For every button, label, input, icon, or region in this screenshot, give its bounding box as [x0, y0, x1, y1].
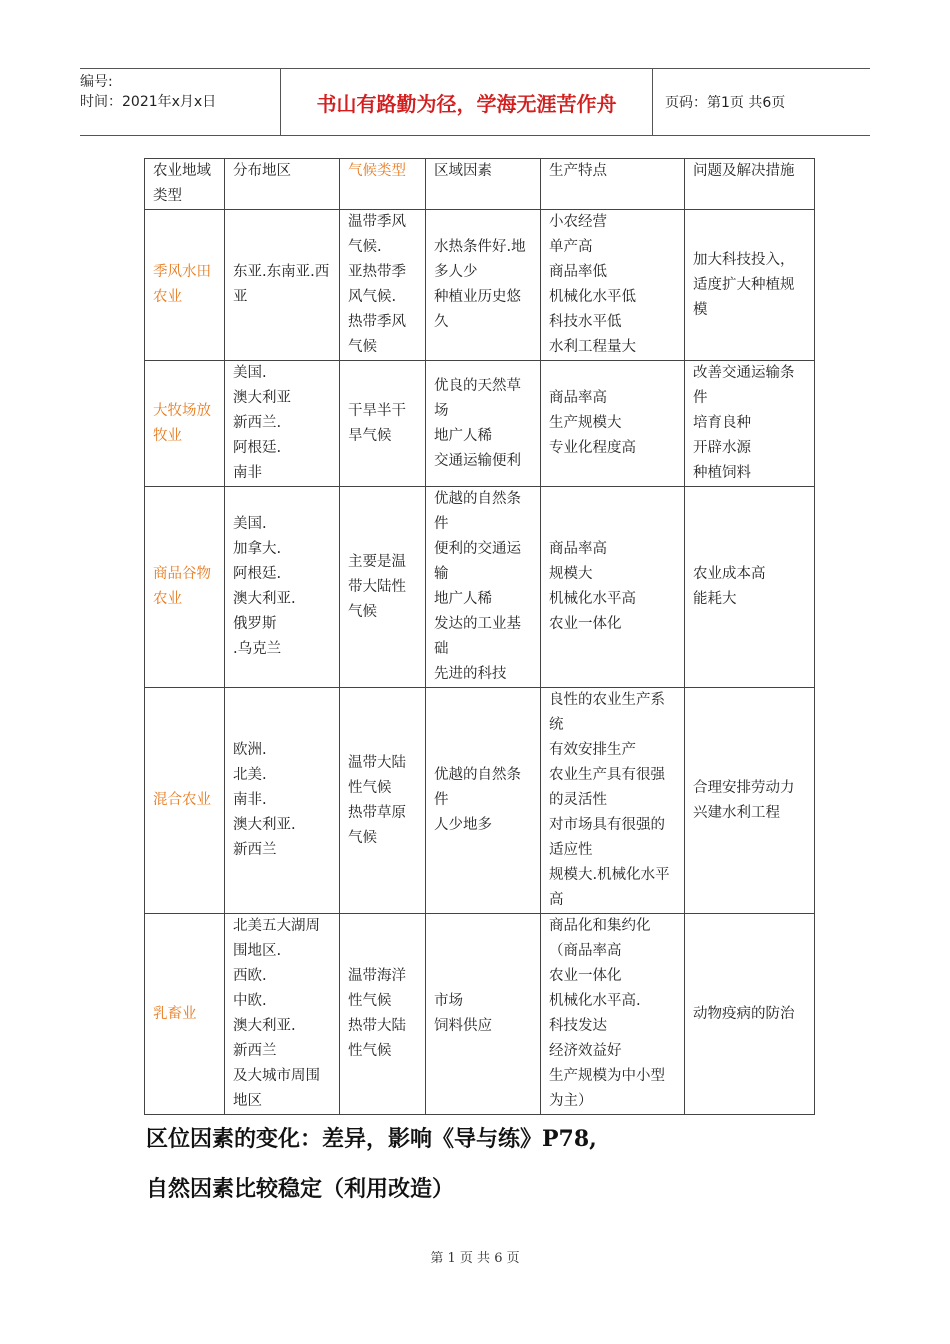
cell-line: 饲料供应 — [434, 1018, 492, 1034]
cell-line: 新西兰 — [233, 842, 277, 858]
cell-line: 农业生产具有很强的灵活性 — [549, 767, 665, 808]
cell-factors — [426, 210, 541, 361]
cell-line: 农业一体化 — [549, 616, 622, 632]
cell-line: 人少地多 — [434, 817, 492, 833]
cell-line: 热带草原气候 — [348, 804, 406, 846]
cell-climate — [340, 210, 426, 361]
cell-features — [541, 914, 685, 1115]
cell-line: 商品化和集约化（商品率高 — [549, 918, 651, 959]
cell-line: 水热条件好.地多人少 — [434, 239, 526, 280]
cell-type: 乳畜业 — [145, 914, 225, 1115]
cell-line: 新西兰. — [233, 415, 282, 431]
cell-line: 便利的交通运输 — [434, 541, 521, 582]
cell-line: 美国. — [233, 365, 267, 381]
cell-line: 动物疫病的防治 — [693, 1005, 795, 1022]
cell-features — [541, 688, 685, 914]
cell-factors — [426, 914, 541, 1115]
column-header-region: 分布地区 — [225, 159, 340, 210]
table-row — [145, 487, 815, 688]
table-row — [145, 914, 815, 1115]
cell-line: 农业成本高 — [693, 566, 766, 582]
cell-line: 农业一体化 — [549, 968, 622, 984]
cell-line: 交通运输便利 — [434, 452, 521, 469]
cell-line: 有效安排生产 — [549, 742, 636, 758]
column-header-issues: 问题及解决措施 — [685, 159, 815, 210]
cell-issues — [685, 487, 815, 688]
page-header — [80, 68, 870, 136]
cell-line: 亚热带季风气候. — [348, 264, 406, 305]
cell-line: 西欧. — [233, 968, 267, 984]
cell-line: 兴建水利工程 — [693, 804, 780, 821]
cell-type: 季风水田农业 — [145, 210, 225, 361]
cell-line: 优越的自然条件 — [434, 767, 521, 808]
cell-line: 澳大利亚. — [233, 817, 296, 833]
page-footer: 第 1 页 共 6 页 — [430, 1251, 520, 1266]
cell-climate — [340, 487, 426, 688]
cell-line: 生产规模大 — [549, 415, 622, 431]
cell-line: 地广人稀 — [434, 427, 492, 444]
cell-line: 阿根廷. — [233, 440, 282, 456]
header-page-info: 页码：第1页 共6页 — [665, 95, 786, 111]
cell-features — [541, 361, 685, 487]
cell-line: 单产高 — [549, 239, 593, 255]
column-header-type: 农业地域类型 — [145, 159, 225, 210]
table-row — [145, 361, 815, 487]
cell-line: 生产规模为中小型为主） — [549, 1068, 665, 1109]
cell-features — [541, 487, 685, 688]
cell-line: 机械化水平高. — [549, 993, 641, 1009]
cell-issues — [685, 688, 815, 914]
cell-line: 南非 — [233, 465, 262, 481]
cell-region — [225, 688, 340, 914]
cell-line: 专业化程度高 — [549, 440, 636, 456]
cell-line: 欧洲. — [233, 742, 267, 758]
cell-line: 优越的自然条件 — [434, 491, 521, 532]
table-header-row — [145, 159, 815, 210]
cell-line: 商品率低 — [549, 264, 607, 280]
cell-line: 良性的农业生产系统 — [549, 692, 665, 733]
cell-type: 混合农业 — [145, 688, 225, 914]
cell-line: 温带大陆性气候 — [348, 754, 406, 796]
cell-line: 对市场具有很强的适应性 — [549, 817, 665, 858]
cell-region — [225, 361, 340, 487]
cell-issues — [685, 361, 815, 487]
cell-line: 南非. — [233, 792, 267, 808]
header-motto: 书山有路勤为径，学海无涯苦作舟 — [281, 69, 653, 135]
cell-line: 热带大陆性气候 — [348, 1018, 406, 1059]
cell-factors — [426, 361, 541, 487]
note-line-1: 区位因素的变化：差异，影响《导与练》P78, — [146, 1126, 597, 1152]
cell-line: 种植饲料 — [693, 465, 751, 481]
cell-line: 先进的科技 — [434, 666, 507, 682]
cell-line: 科技发达 — [549, 1018, 607, 1034]
cell-line: 能耗大 — [693, 591, 737, 607]
cell-line: 及大城市周围地区 — [233, 1068, 320, 1109]
cell-line: 改善交通运输条件 — [693, 365, 795, 406]
cell-line: 澳大利亚 — [233, 390, 291, 406]
cell-line: 合理安排劳动力 — [693, 779, 795, 796]
cell-line: 商品率高 — [549, 390, 607, 406]
cell-line: 加拿大. — [233, 541, 282, 557]
cell-line: 温带海洋性气候 — [348, 968, 406, 1009]
cell-line: 小农经营 — [549, 214, 607, 230]
cell-climate — [340, 361, 426, 487]
cell-line: 主要是温带大陆性气候 — [348, 553, 406, 620]
cell-line: 机械化水平低 — [549, 289, 636, 305]
cell-line: 规模大 — [549, 566, 593, 582]
cell-features — [541, 210, 685, 361]
cell-line: 新西兰 — [233, 1043, 277, 1059]
cell-line: 阿根廷. — [233, 566, 282, 582]
table-row — [145, 688, 815, 914]
cell-type: 大牧场放牧业 — [145, 361, 225, 487]
cell-line: 市场 — [434, 993, 463, 1009]
note-line-2: 自然因素比较稳定（利用改造） — [146, 1176, 455, 1202]
cell-line: 开辟水源 — [693, 440, 751, 456]
cell-factors — [426, 688, 541, 914]
cell-line: 东亚.东南亚.西亚 — [233, 264, 330, 305]
cell-line: 商品率高 — [549, 541, 607, 557]
cell-issues — [685, 210, 815, 361]
cell-line: 水利工程量大 — [549, 339, 636, 355]
cell-line: 中欧. — [233, 993, 267, 1009]
cell-line: 培育良种 — [693, 415, 751, 431]
cell-type: 商品谷物农业 — [145, 487, 225, 688]
cell-line: 机械化水平高 — [549, 591, 636, 607]
time-label: 时间：2021年x月x日 — [80, 94, 217, 110]
agriculture-table — [144, 158, 815, 1115]
cell-line: 美国. — [233, 516, 267, 532]
cell-region — [225, 487, 340, 688]
cell-line: 规模大.机械化水平高 — [549, 867, 670, 908]
cell-line: 发达的工业基础 — [434, 616, 521, 657]
cell-line: 干旱半干旱气候 — [348, 402, 406, 444]
cell-line: 加大科技投入，适度扩大种植规模 — [693, 251, 795, 318]
column-header-features: 生产特点 — [541, 159, 685, 210]
cell-climate — [340, 688, 426, 914]
cell-line: 澳大利亚. — [233, 1018, 296, 1034]
cell-line: 温带季风气候. — [348, 214, 406, 255]
code-label: 编号: — [80, 74, 113, 90]
cell-factors — [426, 487, 541, 688]
cell-line: 地广人稀 — [434, 591, 492, 607]
cell-line: 俄罗斯 — [233, 616, 277, 632]
header-left-cell — [80, 69, 281, 135]
cell-line: 澳大利亚. — [233, 591, 296, 607]
cell-line: 优良的天然草场 — [434, 377, 521, 419]
cell-climate — [340, 914, 426, 1115]
cell-line: 北美. — [233, 767, 267, 783]
column-header-factors: 区域因素 — [426, 159, 541, 210]
cell-region — [225, 914, 340, 1115]
cell-line: 科技水平低 — [549, 314, 622, 330]
column-header-climate: 气候类型 — [340, 159, 426, 210]
table-row — [145, 210, 815, 361]
cell-line: 经济效益好 — [549, 1043, 622, 1059]
cell-line: 热带季风气候 — [348, 314, 406, 355]
cell-line: .乌克兰 — [233, 641, 282, 657]
cell-region — [225, 210, 340, 361]
cell-issues — [685, 914, 815, 1115]
cell-line: 种植业历史悠久 — [434, 289, 521, 330]
cell-line: 北美五大湖周围地区. — [233, 918, 320, 959]
